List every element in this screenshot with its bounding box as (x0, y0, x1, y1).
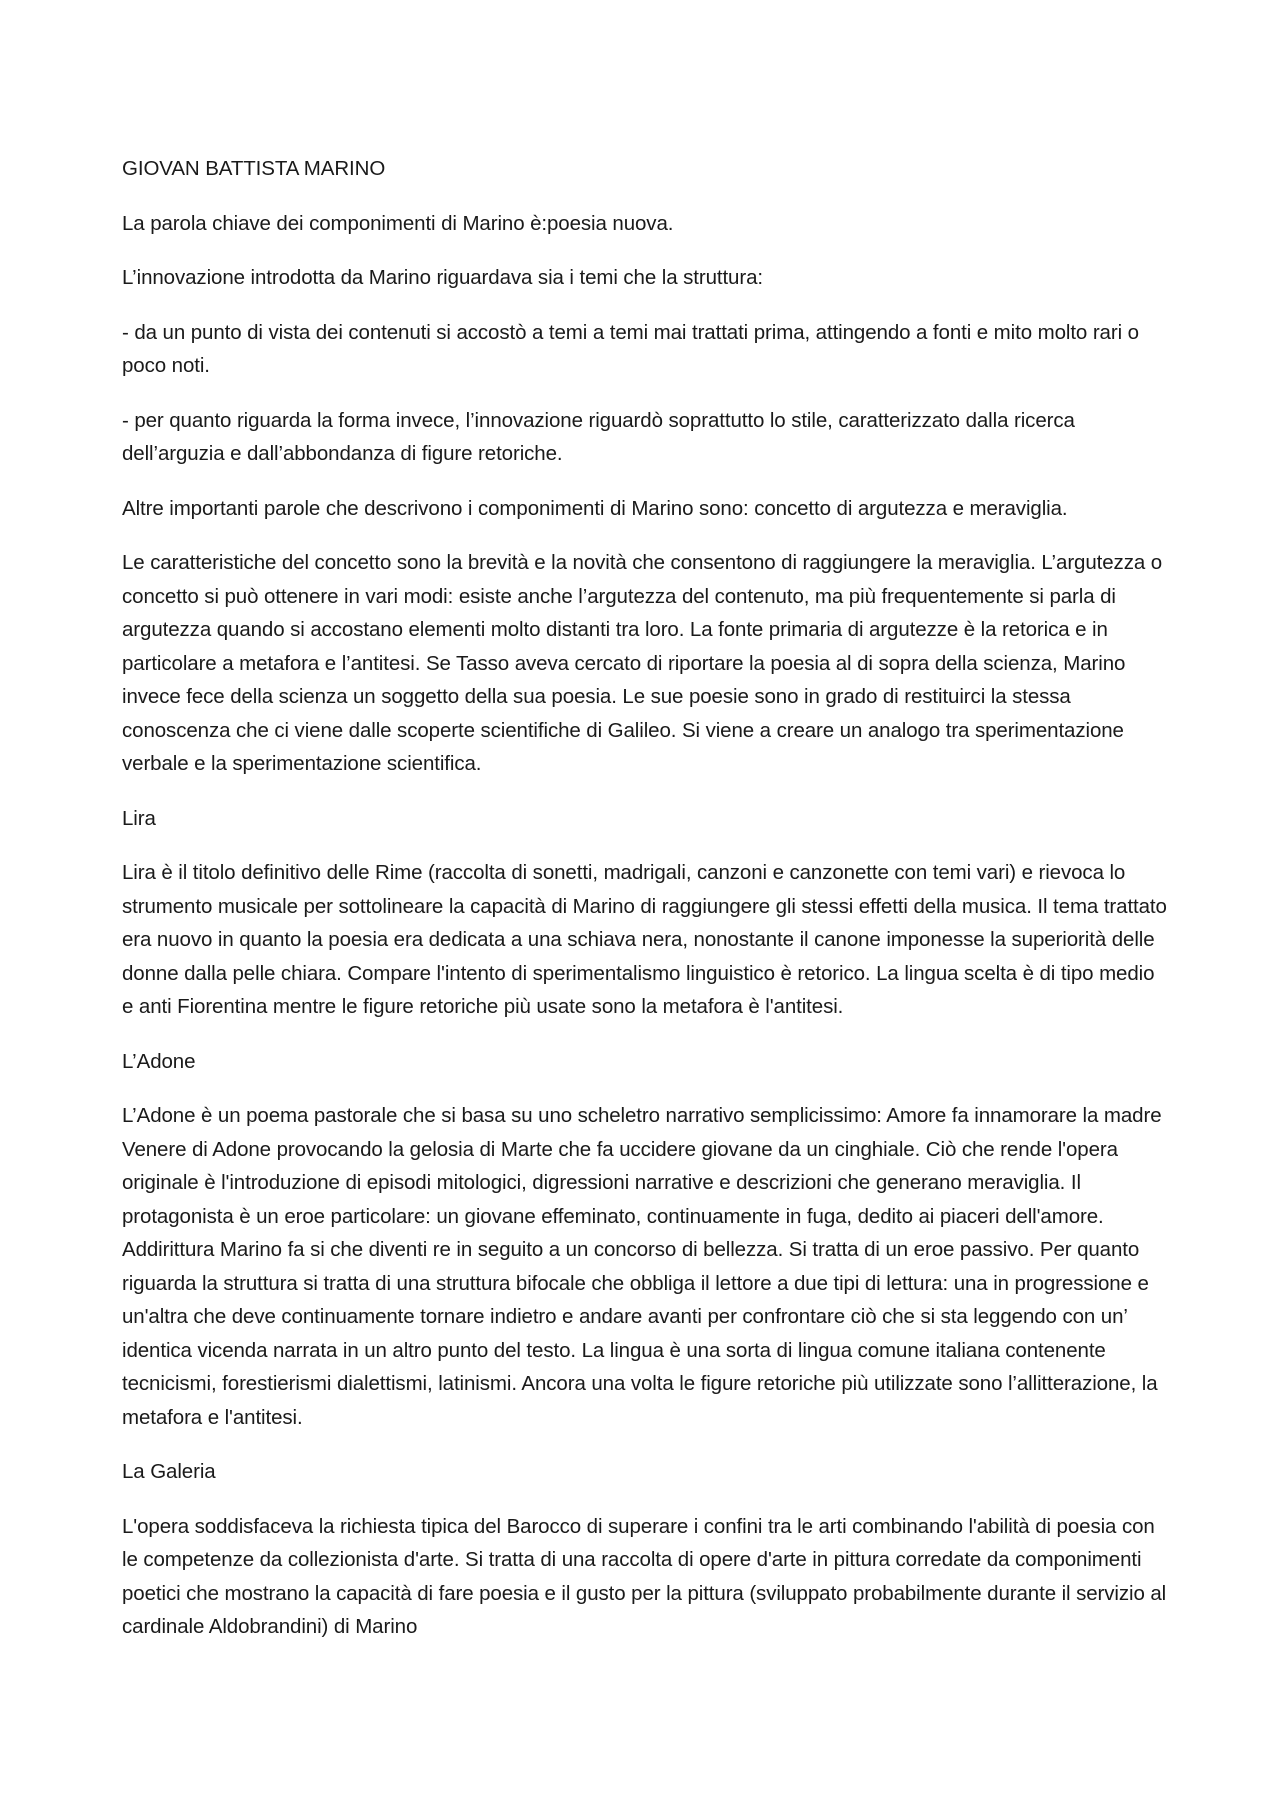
section-heading-galeria: La Galeria (122, 1460, 216, 1483)
section-heading-adone: L’Adone (122, 1049, 196, 1073)
intro-paragraph-6: Le caratteristiche del concetto sono la brevità e la novità che consentono di raggiungere la meraviglia. L’argutezza o concetto si può ottenere in vari modi: esiste anche l’argutezza del contenuto, ma più frequentemente si parla di argutezza quando si accostano elementi molto distanti tra loro. La fonte primaria di argutezze è la retorica e in particolare a metafora e l’antitesi. Se Tasso aveva cercato di riportare la poesia al di sopra della scienza, Marino invece fece della scienza un soggetto della sua poesia. Le sue poesie sono in grado di restituirci la stessa conoscenza che ci viene dalle scoperte scientifiche di Galileo. Si viene a creare un analogo tra sperimentazione verbale e la sperimentazione scientifica. (122, 551, 1163, 775)
intro-paragraph-4: - per quanto riguarda la forma invece, l’innovazione riguardò soprattutto lo stile, caratterizzato dalla ricerca dell’arguzia e dall’abbondanza di figure retoriche. (122, 408, 1075, 465)
intro-paragraph-1: La parola chiave dei componimenti di Marino è:poesia nuova. (122, 211, 674, 235)
document-page (122, 152, 1167, 1665)
section-body-adone: L’Adone è un poema pastorale che si basa su uno scheletro narrativo semplicissimo: Amore fa innamorare la madre Venere di Adone provocando la gelosia di Marte che fa uccidere giovane da un cinghiale. Ciò che rende l'opera originale è l'introduzione di episodi mitologici, digressioni narrative e descrizioni che generano meraviglia. Il protagonista è un eroe particolare: un giovane effeminato, continuamente in fuga, dedito ai piaceri dell'amore. Addirittura Marino fa si che diventi re in seguito a un concorso di bellezza. Si tratta di un eroe passivo. Per quanto riguarda la struttura si tratta di una struttura bifocale che obbliga il lettore a due tipi di lettura: una in progressione e un'altra che deve continuamente tornare indietro e andare avanti per confrontare ciò che si sta leggendo con un’ identica vicenda narrata in un altro punto del testo. La lingua è una sorta di lingua comune italiana contenente tecnicismi, forestierismi dialettismi, latinismi. Ancora una volta le figure retoriche più utilizzate sono l’allitterazione, la metafora e l'antitesi. (122, 1104, 1162, 1429)
intro-paragraph-5: Altre importanti parole che descrivono i componimenti di Marino sono: concetto di argutezza e meraviglia. (122, 496, 1068, 520)
document-title: GIOVAN BATTISTA MARINO (122, 157, 386, 180)
section-body-lira: Lira è il titolo definitivo delle Rime (raccolta di sonetti, madrigali, canzoni e canzonette con temi vari) e rievoca lo strumento musicale per sottolineare la capacità di Marino di raggiungere gli stessi effetti della musica. Il tema trattato era nuovo in quanto la poesia era dedicata a una schiava nera, nonostante il canone imponesse la superiorità delle donne dalla pelle chiara. Compare l'intento di sperimentalismo linguistico è retorico. La lingua scelta è di tipo medio e anti Fiorentina mentre le figure retoriche più usate sono la metafora è l'antitesi. (122, 861, 1167, 1018)
intro-paragraph-2: L’innovazione introdotta da Marino riguardava sia i temi che la struttura: (122, 266, 763, 289)
section-body-galeria: L'opera soddisfaceva la richiesta tipica del Barocco di superare i confini tra le arti combinando l'abilità di poesia con le competenze da collezionista d'arte. Si tratta di una raccolta di opere d'arte in pittura corredate da componimenti poetici che mostrano la capacità di fare poesia e il gusto per la pittura (sviluppato probabilmente durante il servizio al cardinale Aldobrandini) di Marino (122, 1514, 1167, 1638)
intro-paragraph-3: - da un punto di vista dei contenuti si accostò a temi a temi mai trattati prima, attingendo a fonti e mito molto rari o poco noti. (122, 320, 1139, 377)
section-heading-lira: Lira (122, 806, 156, 830)
